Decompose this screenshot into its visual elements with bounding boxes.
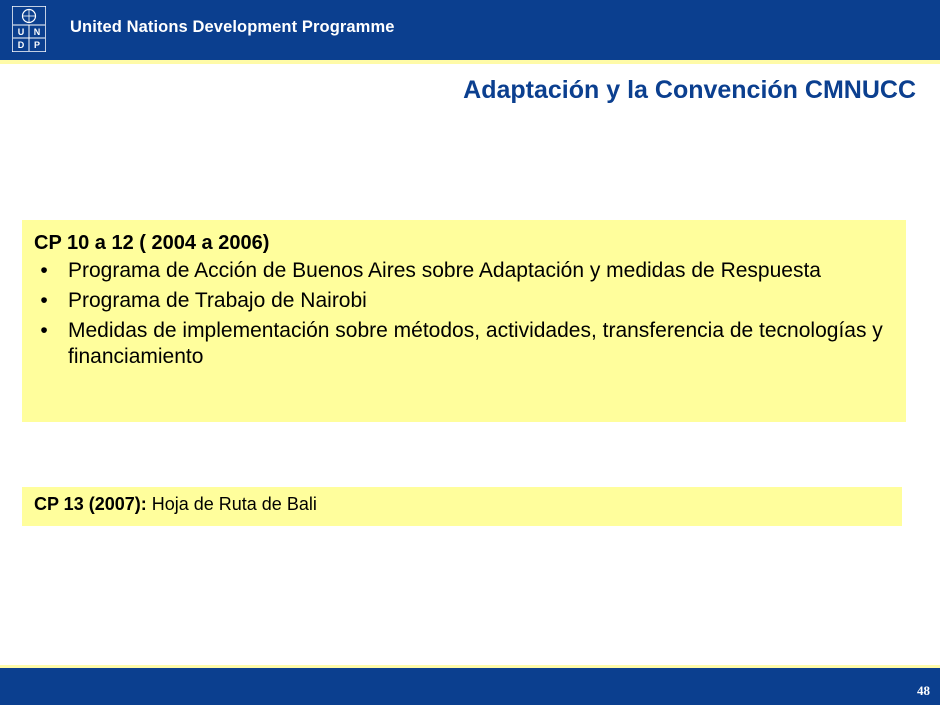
list-item-text: Programa de Trabajo de Nairobi bbox=[68, 289, 367, 312]
header-bar bbox=[0, 0, 940, 60]
bullet-icon: • bbox=[40, 289, 48, 312]
slide-title: Adaptación y la Convención CMNUCC bbox=[463, 76, 916, 104]
list-item-text: Medidas de implementación sobre métodos, actividades, transferencia de tecnologías y financiamiento bbox=[68, 319, 883, 368]
cop-13-label: CP 13 (2007): bbox=[34, 494, 147, 514]
list-item-text: Programa de Acción de Buenos Aires sobre Adaptación y medidas de Respuesta bbox=[68, 259, 821, 282]
cop-13-box bbox=[22, 487, 902, 526]
cop-13-text: Hoja de Ruta de Bali bbox=[146, 494, 317, 514]
cop-10-12-heading: CP 10 a 12 ( 2004 a 2006) bbox=[34, 232, 270, 254]
header-divider bbox=[0, 60, 940, 64]
logo-letter-p: P bbox=[33, 40, 41, 50]
bullet-icon: • bbox=[40, 319, 48, 342]
footer-bar bbox=[0, 668, 940, 705]
list-item bbox=[34, 318, 896, 370]
logo-letter-d: D bbox=[17, 40, 25, 50]
logo-letter-n: N bbox=[33, 27, 41, 37]
cop-10-12-box bbox=[22, 220, 906, 422]
bullet-icon: • bbox=[40, 259, 48, 282]
organization-name: United Nations Development Programme bbox=[70, 18, 395, 36]
list-item bbox=[34, 258, 896, 284]
bullet-list bbox=[34, 258, 896, 370]
undp-logo-icon bbox=[12, 6, 46, 52]
page-number: 48 bbox=[917, 683, 930, 698]
list-item bbox=[34, 288, 896, 314]
logo-letter-u: U bbox=[17, 27, 25, 37]
